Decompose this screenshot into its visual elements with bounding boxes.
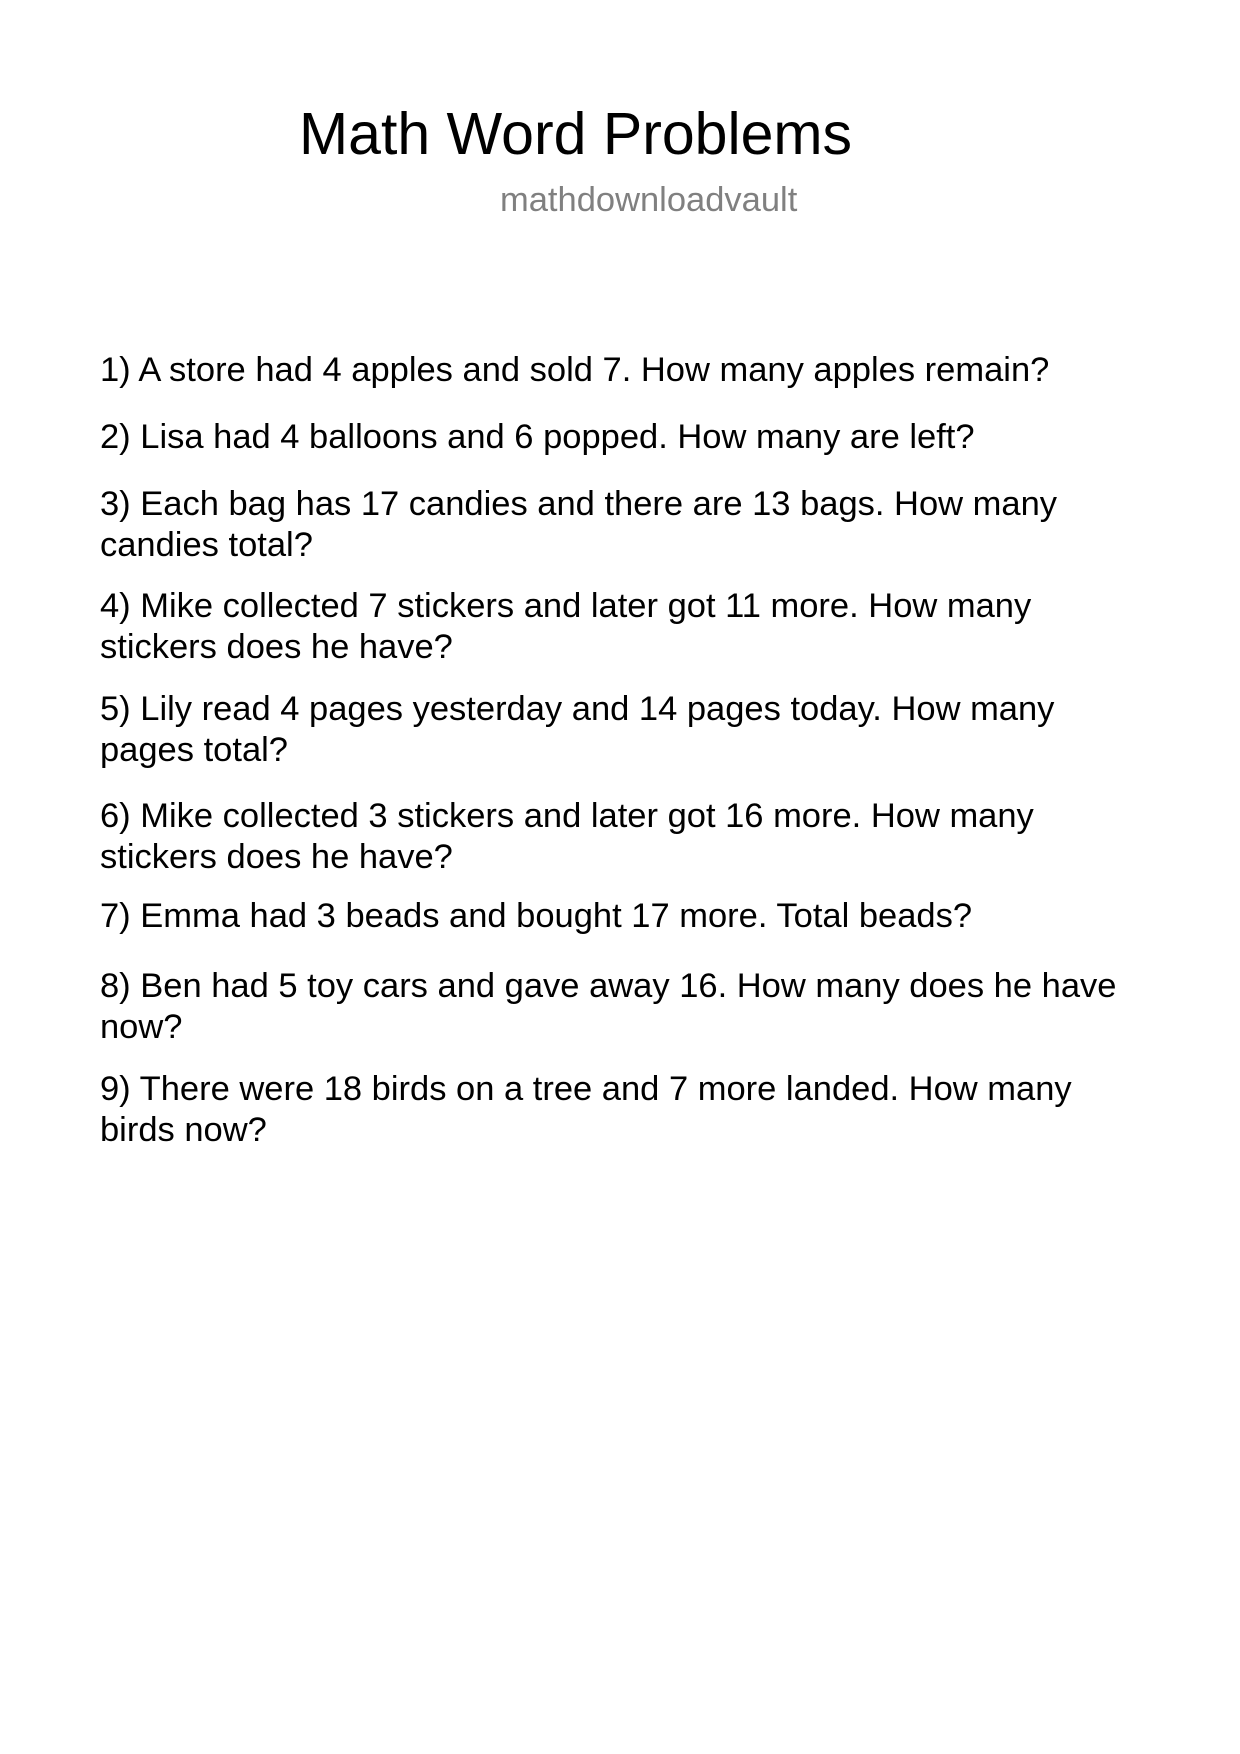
problem-text-line: candies total? bbox=[100, 525, 313, 564]
problem-item-9 bbox=[100, 1069, 1072, 1151]
problem-item-7 bbox=[100, 896, 972, 937]
page-title: Math Word Problems bbox=[299, 101, 853, 167]
problem-text-line: 6) Mike collected 3 stickers and later got 16 more. How many bbox=[100, 796, 1034, 835]
problem-item-6 bbox=[100, 796, 1034, 878]
problem-text-line: birds now? bbox=[100, 1110, 267, 1149]
problem-item-5 bbox=[100, 689, 1054, 771]
problem-item-2 bbox=[100, 417, 975, 458]
problem-text-line: 2) Lisa had 4 balloons and 6 popped. How many are left? bbox=[100, 417, 975, 456]
problem-text-line: now? bbox=[100, 1007, 183, 1046]
problem-text-line: 9) There were 18 birds on a tree and 7 more landed. How many bbox=[100, 1069, 1072, 1108]
problem-text-line: 4) Mike collected 7 stickers and later got 11 more. How many bbox=[100, 586, 1032, 625]
problem-text-line: 5) Lily read 4 pages yesterday and 14 pages today. How many bbox=[100, 689, 1055, 728]
problem-text-line: stickers does he have? bbox=[100, 837, 453, 876]
problem-text-line: pages total? bbox=[100, 730, 288, 769]
problem-text-line: 1) A store had 4 apples and sold 7. How many apples remain? bbox=[100, 350, 1050, 389]
problem-text-line: stickers does he have? bbox=[100, 627, 453, 666]
problem-text-line: 8) Ben had 5 toy cars and gave away 16. How many does he have bbox=[100, 966, 1117, 1005]
problem-item-1 bbox=[100, 350, 1049, 391]
problem-item-8 bbox=[100, 966, 1116, 1048]
problem-item-4 bbox=[100, 586, 1031, 668]
problem-text-line: 3) Each bag has 17 candies and there are 13 bags. How many bbox=[100, 484, 1058, 523]
page-subtitle: mathdownloadvault bbox=[500, 181, 798, 219]
problem-text-line: 7) Emma had 3 beads and bought 17 more. Total beads? bbox=[100, 896, 973, 935]
problem-item-3 bbox=[100, 484, 1057, 566]
